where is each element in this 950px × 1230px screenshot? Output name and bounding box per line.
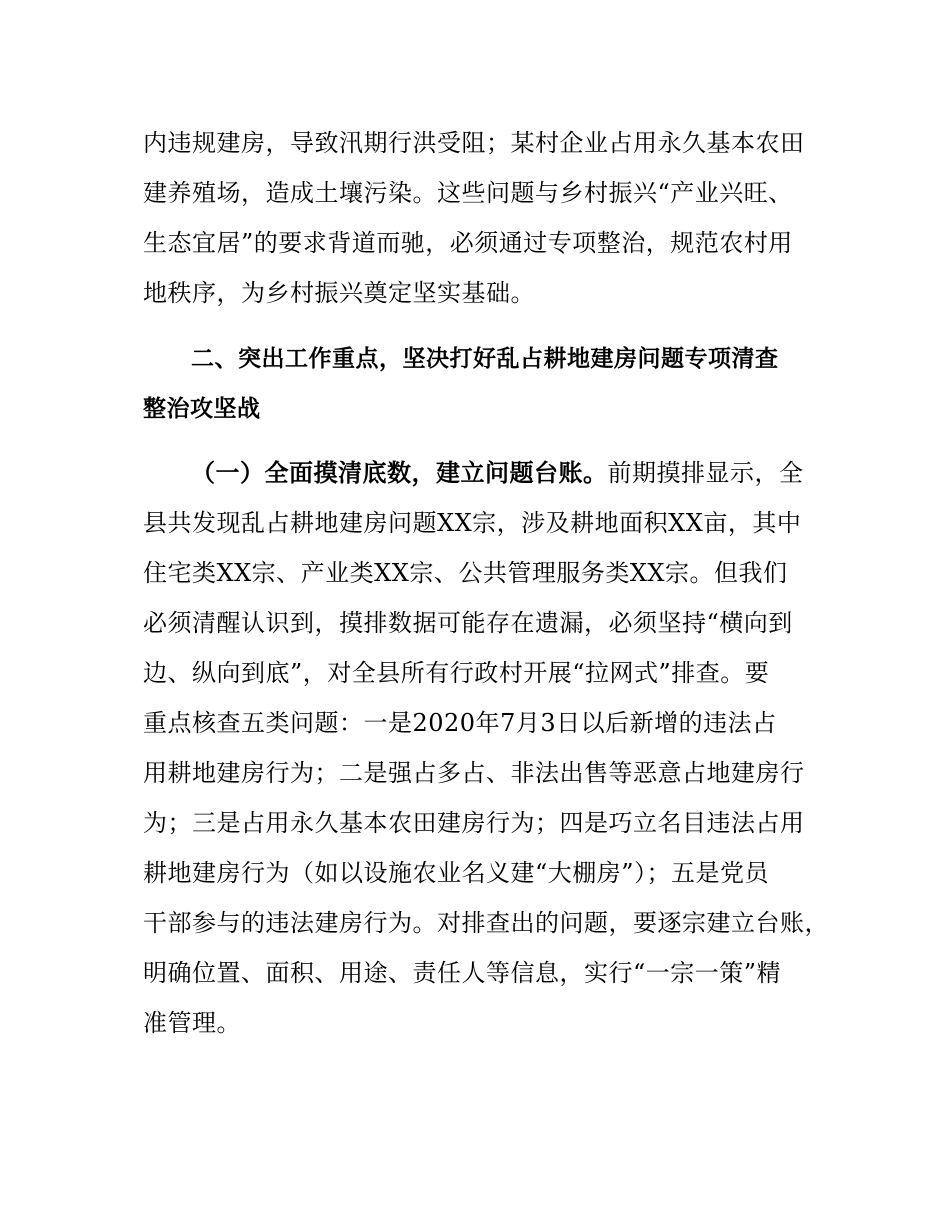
text-line: 生态宜居”的要求背道而驰，必须通过专项整治，规范农村用 bbox=[143, 229, 793, 257]
heading-line: 二、突出工作重点，坚决打好乱占耕地建房问题专项清查 bbox=[191, 346, 779, 372]
text-line: 建养殖场，造成土壤污染。这些问题与乡村振兴“产业兴旺、 bbox=[143, 179, 793, 207]
text-line: 内违规建房，导致汛期行洪受阻；某村企业占用永久基本农田 bbox=[143, 129, 805, 157]
heading-line: 整治攻坚战 bbox=[143, 396, 261, 422]
text-fragment: 前期摸排显示，全 bbox=[607, 459, 804, 487]
text-line: 县共发现乱占耕地建房问题XX宗，涉及耕地面积XX亩，其中 bbox=[143, 509, 802, 537]
text-line: 重点核查五类问题：一是2020年7月3日以后新增的违法占 bbox=[143, 709, 777, 737]
text-line: 准管理。 bbox=[143, 1009, 241, 1037]
text-line: 干部参与的违法建房行为。对排查出的问题，要逐宗建立台账， bbox=[143, 909, 829, 937]
subsection-first-line bbox=[191, 448, 871, 498]
text-line: 地秩序，为乡村振兴奠定坚实基础。 bbox=[143, 279, 535, 307]
text-line: 必须清醒认识到，摸排数据可能存在遗漏，必须坚持“横向到 bbox=[143, 609, 793, 637]
subsection-title: （一）全面摸清底数，建立问题台账。 bbox=[191, 459, 608, 487]
text-line: 耕地建房行为（如以设施农业名义建“大棚房”）；五是党员 bbox=[143, 859, 770, 887]
text-line: 明确位置、面积、用途、责任人等信息，实行“一宗一策”精 bbox=[143, 959, 782, 987]
text-line: 用耕地建房行为；二是强占多占、非法出售等恶意占地建房行 bbox=[143, 759, 805, 787]
text-line: 为；三是占用永久基本农田建房行为；四是巧立名目违法占用 bbox=[143, 809, 805, 837]
text-line: 边、纵向到底”，对全县所有行政村开展“拉网式”排查。要 bbox=[143, 659, 770, 687]
text-line: 住宅类XX宗、产业类XX宗、公共管理服务类XX宗。但我们 bbox=[143, 559, 788, 587]
